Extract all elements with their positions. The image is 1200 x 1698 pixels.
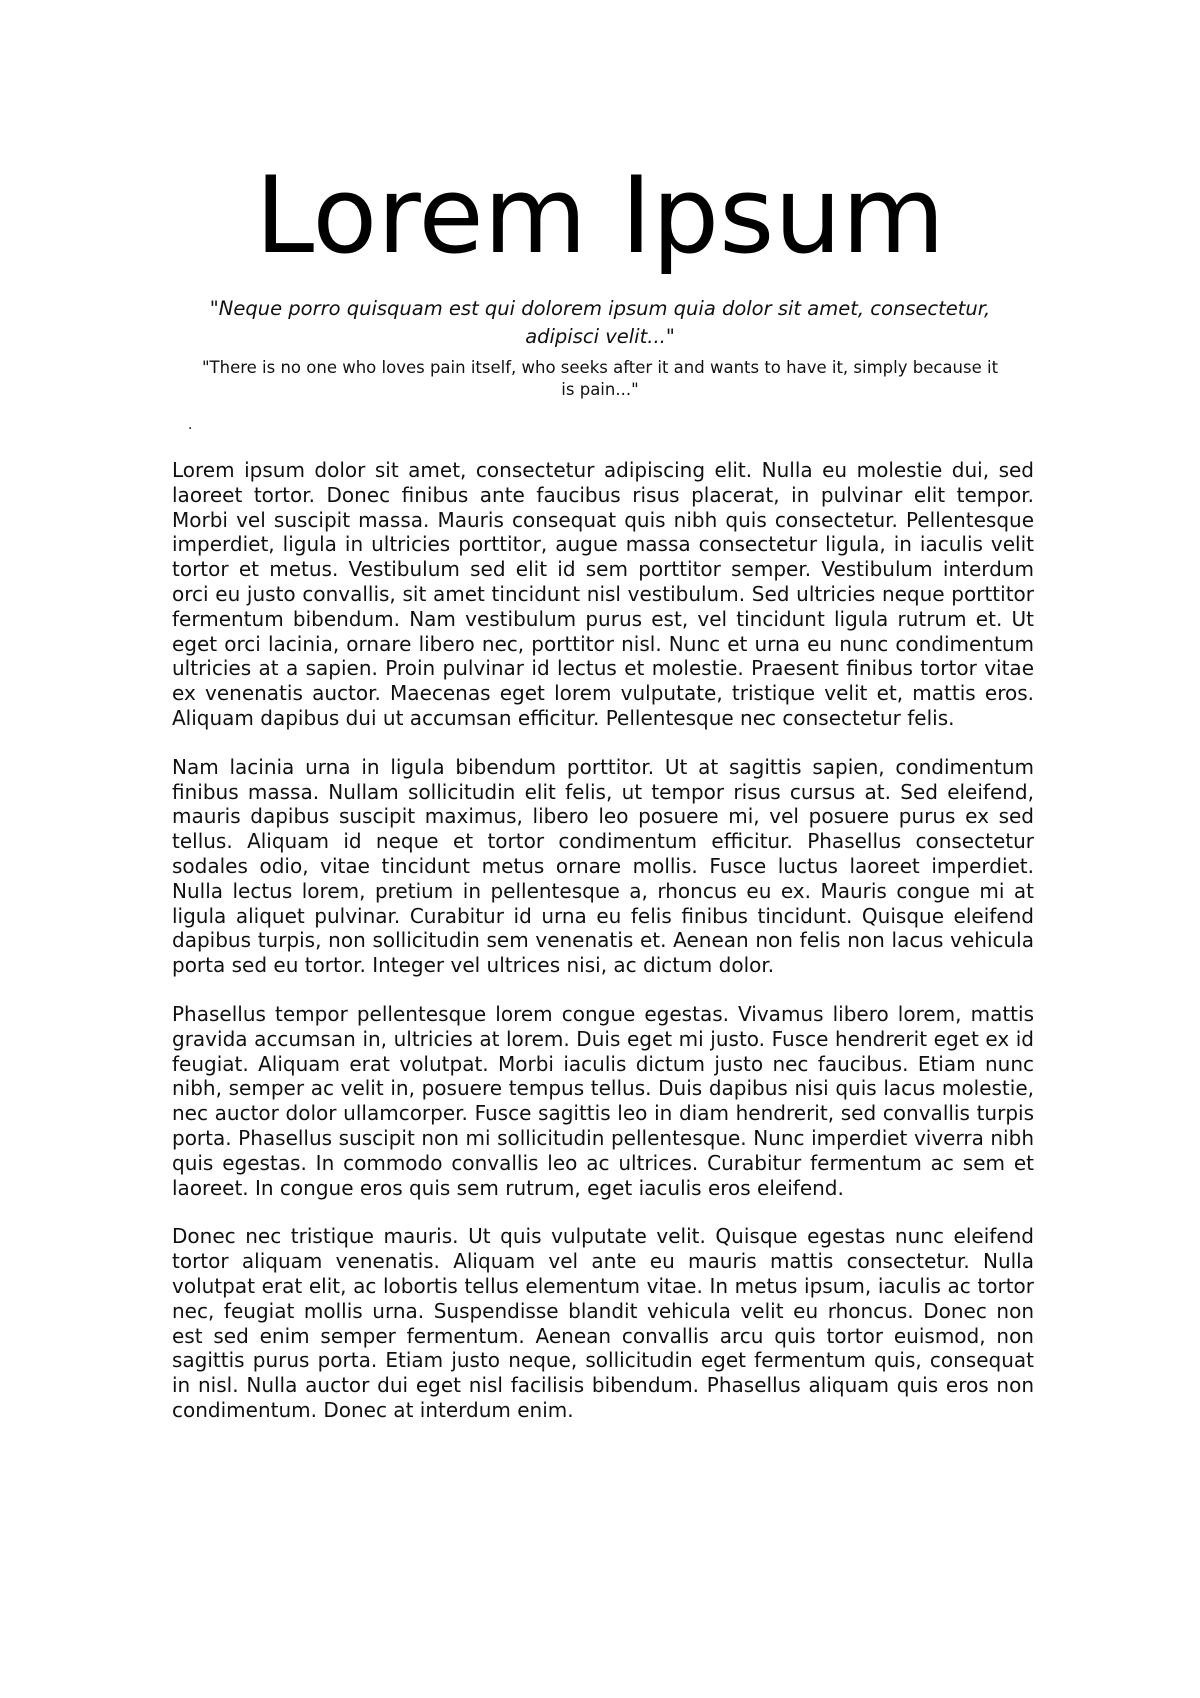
paragraph-4: Donec nec tristique mauris. Ut quis vulputate velit. Quisque egestas nunc eleifend tortor aliquam venenatis. Aliquam vel ante eu mauris mattis consectetur. Nulla volutpat erat elit, ac lobortis tellus elementum vitae. In metus ipsum, iaculis ac tortor nec, feugiat mollis urna. Suspendisse blandit vehicula velit eu rhoncus. Donec non est sed enim semper fermentum. Aenean convallis arcu quis tortor euismod, non sagittis purus porta. Etiam justo neque, sollicitudin eget fermentum quis, consequat in nisl. Nulla auctor dui eget nisl facilisis bibendum. Phasellus aliquam quis eros non condimentum. Donec at interdum enim. (172, 1224, 1034, 1422)
latin-quote: "Neque porro quisquam est qui dolorem ipsum quia dolor sit amet, consectetur, adipisci velit..." (209, 297, 991, 348)
paragraph-1: Lorem ipsum dolor sit amet, consectetur adipiscing elit. Nulla eu molestie dui, sed laoreet tortor. Donec finibus ante faucibus risus placerat, in pulvinar elit tempor. Morbi vel suscipit massa. Mauris consequat quis nibh quis consectetur. Pellentesque imperdiet, ligula in ultricies porttitor, augue massa consectetur ligula, in iaculis velit tortor et metus. Vestibulum sed elit id sem porttitor semper. Vestibulum interdum orci eu justo convallis, sit amet tincidunt nisl vestibulum. Sed ultricies neque porttitor fermentum bibendum. Nam vestibulum purus est, vel tincidunt ligula rutrum et. Ut eget orci lacinia, ornare libero nec, porttitor nisl. Nunc et urna eu nunc condimentum ultricies at a sapien. Proin pulvinar id lectus et molestie. Praesent finibus tortor vitae ex venenatis auctor. Maecenas eget lorem vulputate, tristique velit et, mattis eros. Aliquam dapibus dui ut accumsan efficitur. Pellentesque nec consectetur felis. (172, 458, 1034, 730)
paragraph-3: Phasellus tempor pellentesque lorem congue egestas. Vivamus libero lorem, mattis gravida accumsan in, ultricies at lorem. Duis eget mi justo. Fusce hendrerit eget ex id feugiat. Aliquam erat volutpat. Morbi iaculis dictum justo nec faucibus. Etiam nunc nibh, semper ac velit in, posuere tempus tellus. Duis dapibus nisi quis lacus molestie, nec auctor dolor ullamcorper. Fusce sagittis leo in diam hendrerit, sed convallis turpis porta. Phasellus suscipit non mi sollicitudin pellentesque. Nunc imperdiet viverra nibh quis egestas. In commodo convallis leo ac ultrices. Curabitur fermentum ac sem et laoreet. In congue eros quis sem rutrum, eget iaculis eros eleifend. (172, 1001, 1034, 1200)
body-text (172, 458, 1034, 1447)
paragraph-2: Nam lacinia urna in ligula bibendum porttitor. Ut at sagittis sapien, condimentum finibus massa. Nullam sollicitudin elit felis, ut tempor risus cursus at. Sed eleifend, mauris dapibus suscipit maximus, libero leo posuere mi, vel posuere purus ex sed tellus. Aliquam id neque et tortor condimentum efficitur. Phasellus consectetur sodales odio, vitae tincidunt metus ornare mollis. Fusce luctus laoreet imperdiet. Nulla lectus lorem, pretium in pellentesque a, rhoncus eu ex. Mauris congue mi at ligula aliquet pulvinar. Curabitur id urna eu felis finibus tincidunt. Quisque eleifend dapibus turpis, non sollicitudin sem venenatis et. Aenean non felis non lacus vehicula porta sed eu tortor. Integer vel ultrices nisi, ac dictum dolor. (172, 754, 1034, 978)
separator-dot: . (188, 417, 193, 433)
page-title: Lorem Ipsum (255, 154, 945, 277)
english-quote: "There is no one who loves pain itself, who seeks after it and wants to have it, simply because it is pain..." (201, 358, 999, 399)
